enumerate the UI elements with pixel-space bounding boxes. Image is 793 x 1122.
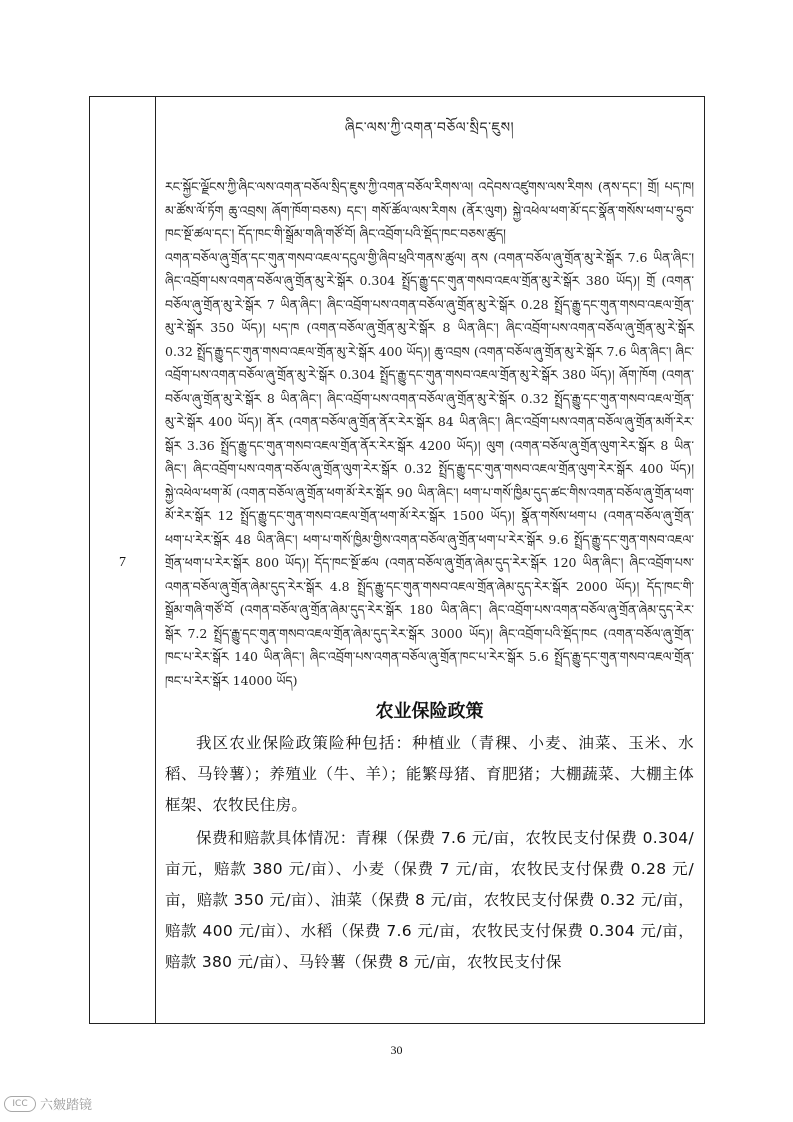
tibetan-paragraph: རང་སྐྱོང་ལྗོངས་ཀྱི་ཞིང་ལས་འགན་བཅོལ་སྲིད་ཇུས་ཀྱི་འགན་བཅོལ་རིགས་ལ། འདེབས་འཛུགས་ལས་རིགས (ནས་དང་། གྲོ། པད་ཁ། མ་ཚོས་ལོ་ཏོག ཆུ་འབྲས། ཞོག་ཁོག་བཅས) དང་། གསོ་ཚོལ་ལས་རིགས (ནོར་ལུག) སྐྱེ་འཕེལ་ཕག་མོ་དང་སྣོན་གསོས་ཕག་པ་ཧྲུབ་ཁང་སྔོ་ཚལ་དང་། དོད་ཁང་གི་སྒྲོམ་གཞི་གཙོ་བོ། ཞིང་འབྲོག་པའི་སྡོད་ཁང་བཅས་ཚུད། <box>165 179 694 241</box>
watermark <box>4 1094 92 1113</box>
page-number: 30 <box>390 1043 403 1057</box>
tibetan-title: ཞིང་ལས་ཀྱི་འགན་བཅོལ་སྲིད་ཇུས། <box>344 120 515 136</box>
watermark-logo-icon: ICC <box>4 1096 36 1112</box>
row-number: 7 <box>119 555 126 570</box>
policy-table <box>89 96 705 1024</box>
content-column <box>157 97 704 1023</box>
chinese-paragraph: 保费和赔款具体情况：青稞（保费 7.6 元/亩，农牧民支付保费 0.304/亩元，赔款 380 元/亩）、小麦（保费 7 元/亩，农牧民支付保费 0.28 元/亩，赔款 350 元/亩）、油菜（保费 8 元/亩，农牧民支付保费 0.32 元/亩，赔款 400 元/亩）、水稻（保费 7.6 元/亩，农牧民支付保费 0.304 元/亩，赔款 380 元/亩）、马铃薯（保费 8 元/亩，农牧民支付保 <box>165 829 694 971</box>
tibetan-paragraph: འགན་བཅོལ་ཞུ་གྲོན་དང་གུན་གསབ་འཇལ་དངུལ་གྱི་ཞིབ་ཕྲའི་གནས་ཚུལ། ནས (འགན་བཅོལ་ཞུ་གྲོན་མུ་རེ་སྒོར 7.6 ཡིན་ཞིང་། ཞིང་འབྲོག་པས་འགན་བཅོལ་ཞུ་གྲོན་མུ་རེ་སྒོར 0.304 སྤྲོད་རྒྱུ་དང་གུན་གསབ་འཇལ་གྲོན་མུ་རེ་སྒོར 380 ཡོད)། གྲོ (འགན་བཅོལ་ཞུ་གྲོན་མུ་རེ་སྒོར 7 ཡིན་ཞིང་། ཞིང་འབྲོག་པས་འགན་བཅོལ་ཞུ་གྲོན་མུ་རེ་སྒོར 0.28 སྤྲོད་རྒྱུ་དང་གུན་གསབ་འཇལ་གྲོན་མུ་རེ་སྒོར 350 ཡོད)། པད་ཁ (འགན་བཅོལ་ཞུ་གྲོན་མུ་རེ་སྒོར 8 ཡིན་ཞིང་། ཞིང་འབྲོག་པས་འགན་བཅོལ་ཞུ་གྲོན་མུ་རེ་སྒོར 0.32 སྤྲོད་རྒྱུ་དང་གུན་གསབ་འཇལ་གྲོན་མུ་རེ་སྒོར 400 ཡོད)། ཆུ་འབྲས (འགན་བཅོལ་ཞུ་གྲོན་མུ་རེ་སྒོར 7.6 ཡིན་ཞིང་། ཞིང་འབྲོག་པས་འགན་བཅོལ་ཞུ་གྲོན་མུ་རེ་སྒོར 0.304 སྤྲོད་རྒྱུ་དང་གུན་གསབ་འཇལ་གྲོན་མུ་རེ་སྒོར 380 ཡོད)། ཞོག་ཁོག (འགན་བཅོལ་ཞུ་གྲོན་མུ་རེ་སྒོར 8 ཡིན་ཞིང་། ཞིང་འབྲོག་པས་འགན་བཅོལ་ཞུ་གྲོན་མུ་རེ་སྒོར 0.32 སྤྲོད་རྒྱུ་དང་གུན་གསབ་འཇལ་གྲོན་མུ་རེ་སྒོར 400 ཡོད)། ནོར (འགན་བཅོལ་ཞུ་གྲོན་ནོར་རེར་སྒོར 84 ཡིན་ཞིང་། ཞིང་འབྲོག་པས་འགན་བཅོལ་ཞུ་གྲོན་མགོ་རེར་སྒོར 3.36 སྤྲོད་རྒྱུ་དང་གུན་གསབ་འཇལ་གྲོན་ནོར་རེར་སྒོར 4200 ཡོད)། ལུག (འགན་བཅོལ་ཞུ་གྲོན་ལུག་རེར་སྒོར 8 ཡིན་ཞིང་། ཞིང་འབྲོག་པས་འགན་བཅོལ་ཞུ་གྲོན་ལུག་རེར་སྒོར 0.32 སྤྲོད་རྒྱུ་དང་གུན་གསབ་འཇལ་གྲོན་ལུག་རེར་སྒོར 400 ཡོད)། སྐྱེ་འཕེལ་ཕག་མོ (འགན་བཅོལ་ཞུ་གྲོན་ཕག་མོ་རེར་སྒོར 90 ཡིན་ཞིང་། ཕག་པ་གསོ་ཁྱིམ་དུད་ཚང་གིས་འགན་བཅོལ་ཞུ་གྲོན་ཕག་མོ་རེར་སྒོར 12 སྤྲོད་རྒྱུ་དང་གུན་གསབ་འཇལ་གྲོན་ཕག་མོ་རེར་སྒོར 1500 ཡོད)། སྣོན་གསོས་ཕག་པ (འགན་བཅོལ་ཞུ་གྲོན་ཕག་པ་རེར་སྒོར 48 ཡིན་ཞིང་། ཕག་པ་གསོ་ཁྱིམ་གྱིས་འགན་བཅོལ་ཞུ་གྲོན་ཕག་པ་རེར་སྒོར 9.6 སྤྲོད་རྒྱུ་དང་གུན་གསབ་འཇལ་གྲོན་ཕག་པ་རེར་སྒོར 800 ཡོད)། དོད་ཁང་སྔོ་ཚལ (འགན་བཅོལ་ཞུ་གྲོན་ཞེམ་དུད་རེར་སྒོར 120 ཡིན་ཞིང་། ཞིང་འབྲོག་པས་འགན་བཅོལ་ཞུ་གྲོན་ཞེམ་དུད་རེར་སྒོར 4.8 སྤྲོད་རྒྱུ་དང་གུན་གསབ་འཇལ་གྲོན་ཞེམ་དུད་རེར་སྒོར 2000 ཡོད)། དོད་ཁང་གི་སྒྲོམ་གཞི་གཙོ་བོ (འགན་བཅོལ་ཞུ་གྲོན་ཞེམ་དུད་རེར་སྒོར 180 ཡིན་ཞིང་། ཞིང་འབྲོག་པས་འགན་བཅོལ་ཞུ་གྲོན་ཞེམ་དུད་རེར་སྒོར 7.2 སྤྲོད་རྒྱུ་དང་གུན་གསབ་འཇལ་གྲོན་ཞེམ་དུད་རེར་སྒོར 3000 ཡོད)། ཞིང་འབྲོག་པའི་སྡོད་ཁང (འགན་བཅོལ་ཞུ་གྲོན་ཁང་པ་རེར་སྒོར 140 ཡིན་ཞིང་། ཞིང་འབྲོག་པས་འགན་བཅོལ་ཞུ་གྲོན་ཁང་པ་རེར་སྒོར 5.6 སྤྲོད་རྒྱུ་དང་གུན་གསབ་འཇལ་གྲོན་ཁང་པ་རེར་སྒོར 14000 ཡོད) <box>165 249 694 688</box>
row-number-column <box>90 97 156 1023</box>
chinese-title: 农业保险政策 <box>375 701 484 722</box>
chinese-paragraph: 我区农业保险政策险种包括：种植业（青稞、小麦、油菜、玉米、水稻、马铃薯）；养殖业（牛、羊）；能繁母猪、育肥猪；大棚蔬菜、大棚主体框架、农牧民住房。 <box>165 734 694 814</box>
watermark-text: 六皴踏镜 <box>40 1098 93 1113</box>
